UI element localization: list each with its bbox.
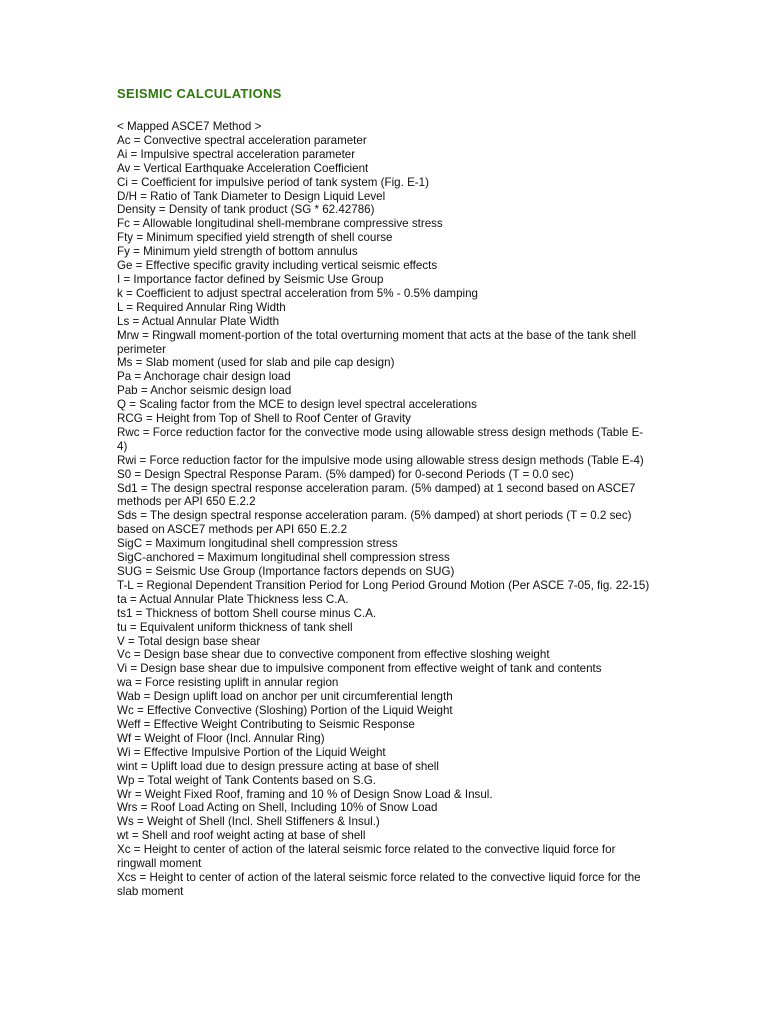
definition-line: Av = Vertical Earthquake Acceleration Coefficient [117,161,369,175]
document-page [117,86,652,899]
definition-line: ts1 = Thickness of bottom Shell course minus C.A. [117,606,377,620]
definition-line: wa = Force resisting uplift in annular region [117,676,339,690]
definition-line: Ls = Actual Annular Plate Width [117,314,280,328]
definition-line: RCG = Height from Top of Shell to Roof Center of Gravity [117,412,411,426]
definition-line: Wab = Design uplift load on anchor per unit circumferential length [117,690,453,704]
definition-line: SUG = Seismic Use Group (Importance factors depends on SUG) [117,565,455,578]
definition-line: Vi = Design base shear due to impulsive component from effective weight of tank and contents [117,662,602,676]
definition-line: Mrw = Ringwall moment-portion of the total overturning moment that acts at the base of the tank shell perimeter [117,328,637,356]
definition-line: T-L = Regional Dependent Transition Period for Long Period Ground Motion (Per ASCE 7-05, fig. 22-15) [117,578,650,592]
definition-line: tu = Equivalent uniform thickness of tank shell [117,620,353,634]
definition-line: SigC = Maximum longitudinal shell compression stress [117,537,398,551]
definition-line: k = Coefficient to adjust spectral acceleration from 5% - 0.5% damping [117,286,478,300]
definition-line: wint = Uplift load due to design pressure acting at base of shell [117,759,439,773]
definition-line: ta = Actual Annular Plate Thickness less C.A. [117,592,349,606]
definition-line: Xcs = Height to center of action of the lateral seismic force related to the convective liquid force for the slab moment [117,870,641,898]
definition-line: Ms = Slab moment (used for slab and pile cap design) [117,356,395,370]
definition-line: Ai = Impulsive spectral acceleration parameter [117,147,356,161]
definition-line: Xc = Height to center of action of the lateral seismic force related to the convective liquid force for ringwall moment [117,843,616,871]
definition-line: Ge = Effective specific gravity including vertical seismic effects [117,259,438,273]
definition-line: Fc = Allowable longitudinal shell-membrane compressive stress [117,217,443,231]
definition-line: D/H = Ratio of Tank Diameter to Design Liquid Level [117,189,386,203]
definition-line: Sds = The design spectral response acceleration param. (5% damped) at short periods (T = 0.2 sec) based on ASCE7 methods per API 650 E.2.2 [117,509,632,537]
definition-line: Wf = Weight of Floor (Incl. Annular Ring) [117,731,325,745]
definition-line: I = Importance factor defined by Seismic Use Group [117,272,384,286]
definition-line: Fty = Minimum specified yield strength of shell course [117,231,393,245]
definition-line: Density = Density of tank product (SG * 62.42786) [117,203,375,217]
definition-line: Fy = Minimum yield strength of bottom annulus [117,245,358,259]
definition-line: Rwc = Force reduction factor for the convective mode using allowable stress design methods (Table E-4) [117,425,644,453]
definition-line: Wc = Effective Convective (Sloshing) Portion of the Liquid Weight [117,704,453,718]
definition-line: Wrs = Roof Load Acting on Shell, Including 10% of Snow Load [117,801,438,815]
page-title: SEISMIC CALCULATIONS [117,86,282,101]
definition-line: SigC-anchored = Maximum longitudinal shell compression stress [117,551,450,565]
definition-line: S0 = Design Spectral Response Param. (5% damped) for 0-second Periods (T = 0.0 sec) [117,467,574,481]
definition-line: Vc = Design base shear due to convective component from effective sloshing weight [117,648,550,662]
definition-line: Pab = Anchor seismic design load [117,384,292,398]
definition-line: Ac = Convective spectral acceleration parameter [117,133,367,147]
definition-line: < Mapped ASCE7 Method > [117,120,262,133]
definition-line: Wp = Total weight of Tank Contents based on S.G. [117,773,376,787]
definition-line: Ci = Coefficient for impulsive period of tank system (Fig. E-1) [117,175,429,189]
definitions-list [117,120,652,899]
definition-line: Sd1 = The design spectral response acceleration param. (5% damped) at 1 second based on ASCE7 methods per API 650 E.2.2 [117,481,636,509]
definition-line: Rwi = Force reduction factor for the impulsive mode using allowable stress design methods (Table E-4) [117,453,644,467]
definition-line: Weff = Effective Weight Contributing to Seismic Response [117,717,415,731]
definition-line: Q = Scaling factor from the MCE to design level spectral accelerations [117,398,477,412]
definition-line: Ws = Weight of Shell (Incl. Shell Stiffeners & Insul.) [117,815,380,829]
definition-line: Wi = Effective Impulsive Portion of the Liquid Weight [117,745,386,759]
definition-line: Pa = Anchorage chair design load [117,370,291,384]
definition-line: L = Required Annular Ring Width [117,300,286,314]
definition-line: Wr = Weight Fixed Roof, framing and 10 % of Design Snow Load & Insul. [117,787,493,801]
definition-line: wt = Shell and roof weight acting at base of shell [117,829,366,843]
definition-line: V = Total design base shear [117,634,261,648]
